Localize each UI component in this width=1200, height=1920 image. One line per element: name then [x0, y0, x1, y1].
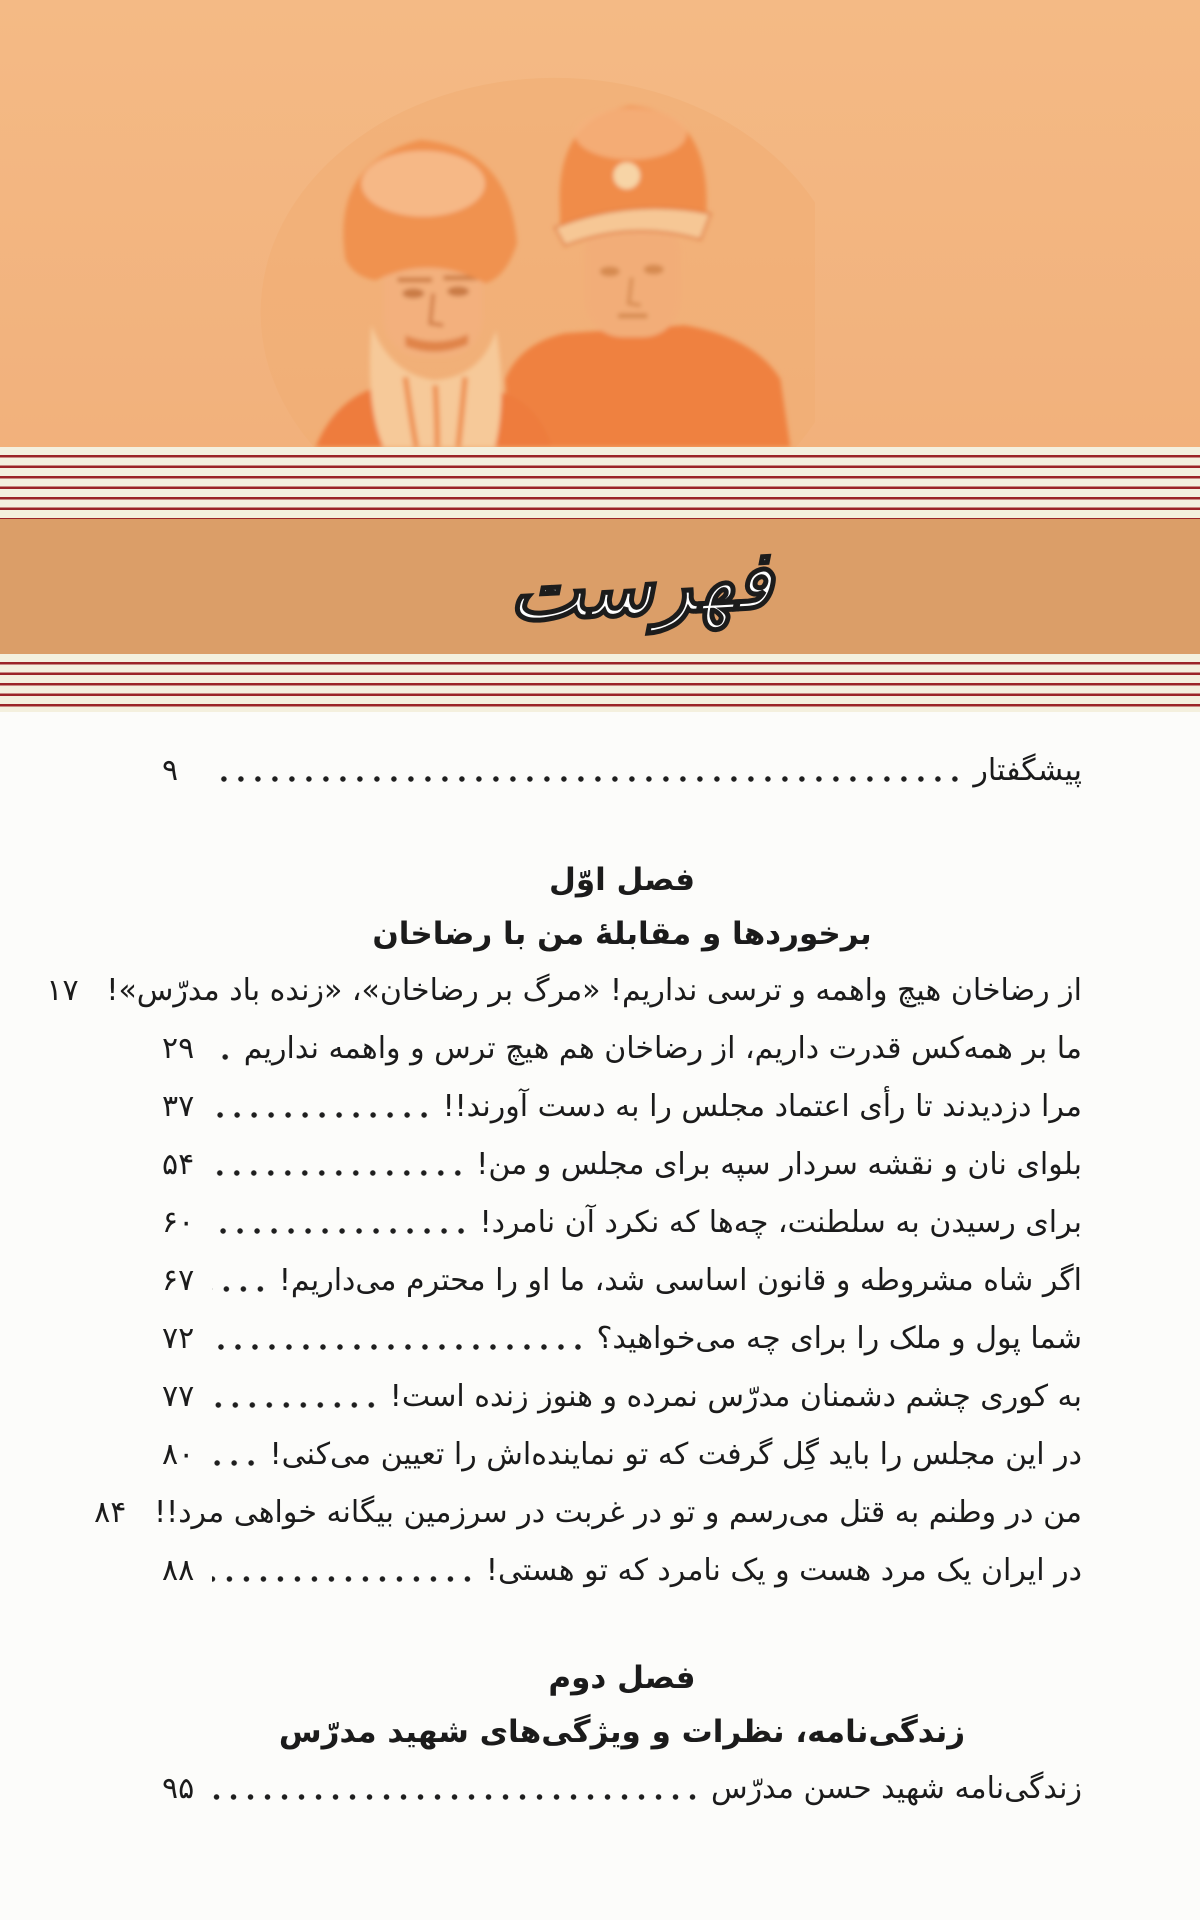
entry-title: برای رسیدن به سلطنت، چه‌ها که نکرد آن نامرد!	[479, 1205, 1082, 1240]
title-band	[0, 519, 1200, 654]
entry-page-number: ۹۵	[162, 1771, 195, 1806]
chapter-subtitle: برخوردها و مقابلهٔ من با رضاخان	[372, 916, 872, 952]
contents-title: فهرست	[505, 533, 775, 640]
entry-page-number: ۶۷	[162, 1263, 195, 1298]
entry-page-number: ۷۲	[162, 1321, 195, 1356]
entry-page-number: ۲۹	[162, 1031, 195, 1066]
leader-dots	[212, 1283, 269, 1295]
stripe-band-top	[0, 447, 1200, 519]
entry-title: بلوای نان و نقشه سردار سپه برای مجلس و من!	[476, 1147, 1082, 1182]
toc-entry	[162, 1078, 1082, 1136]
toc-entry	[162, 1194, 1082, 1252]
entry-page-number: ۹	[162, 753, 179, 788]
toc-entry	[162, 1136, 1082, 1194]
toc-entry-preface	[162, 742, 1082, 800]
entry-page-number: ۶۰	[162, 1205, 195, 1240]
toc-entry	[46, 962, 1082, 1020]
entry-title: پیشگفتار	[973, 753, 1082, 788]
entry-title: در این مجلس را باید گِل گرفت که تو نماینده‌اش را تعیین می‌کنی!	[269, 1437, 1082, 1472]
chapter-two-heading	[162, 1652, 1082, 1760]
toc-entry	[162, 1310, 1082, 1368]
toc-entry	[162, 1426, 1082, 1484]
toc-entry	[162, 1020, 1082, 1078]
chapter-title: فصل اوّل	[548, 862, 696, 898]
leader-dots	[212, 1167, 466, 1179]
leader-dots	[212, 1791, 701, 1803]
leader-dots	[212, 1457, 260, 1469]
toc-entry	[94, 1484, 1082, 1542]
entry-title: در ایران یک مرد هست و یک نامرد که تو هستی!	[485, 1553, 1082, 1588]
entry-page-number: ۸۴	[94, 1495, 127, 1530]
entry-page-number: ۳۷	[162, 1089, 195, 1124]
toc-entry	[162, 1368, 1082, 1426]
toc-entry	[162, 1542, 1082, 1600]
leader-dots	[212, 1399, 380, 1411]
entry-page-number: ۱۷	[46, 973, 79, 1008]
stripe-band-bottom	[0, 654, 1200, 712]
cap-badge	[612, 161, 642, 191]
entry-title: زندگی‌نامه شهید حسن مدرّس	[711, 1771, 1082, 1806]
entry-title: ما بر همه‌کس قدرت داریم، از رضاخان هم هیچ ترس و واهمه نداریم	[243, 1031, 1082, 1066]
leader-dots	[212, 1573, 476, 1585]
book-header-banner	[0, 0, 1200, 712]
leader-dots	[212, 773, 963, 785]
leader-dots	[212, 1051, 234, 1063]
duotone-portrait-illustration	[255, 48, 815, 447]
leader-dots	[212, 1225, 470, 1237]
chapter-one-heading	[162, 854, 1082, 962]
chapter-title: فصل دوم	[548, 1660, 696, 1696]
leader-dots	[212, 1109, 433, 1121]
entry-title: به کوری چشم دشمنان مدرّس نمرده و هنوز زنده است!	[389, 1379, 1082, 1414]
entry-title: از رضاخان هیچ واهمه و ترسی نداریم! «مرگ بر رضاخان»، «زنده باد مدرّس»!	[106, 973, 1082, 1008]
toc-entry	[162, 1760, 1082, 1818]
entry-page-number: ۷۷	[162, 1379, 195, 1414]
table-of-contents	[0, 712, 1200, 1920]
entry-title: من در وطنم به قتل می‌رسم و تو در غربت در سرزمین بیگانه خواهی مرد!!	[154, 1495, 1082, 1530]
entry-title: اگر شاه مشروطه و قانون اساسی شد، ما او را محترم می‌داریم!	[278, 1263, 1082, 1298]
entry-page-number: ۵۴	[162, 1147, 195, 1182]
leader-dots	[212, 1341, 586, 1353]
entry-title: مرا دزدیدند تا رأی اعتماد مجلس را به دست آورند!!	[442, 1089, 1082, 1124]
entry-page-number: ۸۰	[162, 1437, 195, 1472]
chapter-subtitle: زندگی‌نامه، نظرات و ویژگی‌های شهید مدرّس	[278, 1714, 966, 1750]
toc-entry	[162, 1252, 1082, 1310]
entry-page-number: ۸۸	[162, 1553, 195, 1588]
entry-title: شما پول و ملک را برای چه می‌خواهید؟	[596, 1321, 1082, 1356]
